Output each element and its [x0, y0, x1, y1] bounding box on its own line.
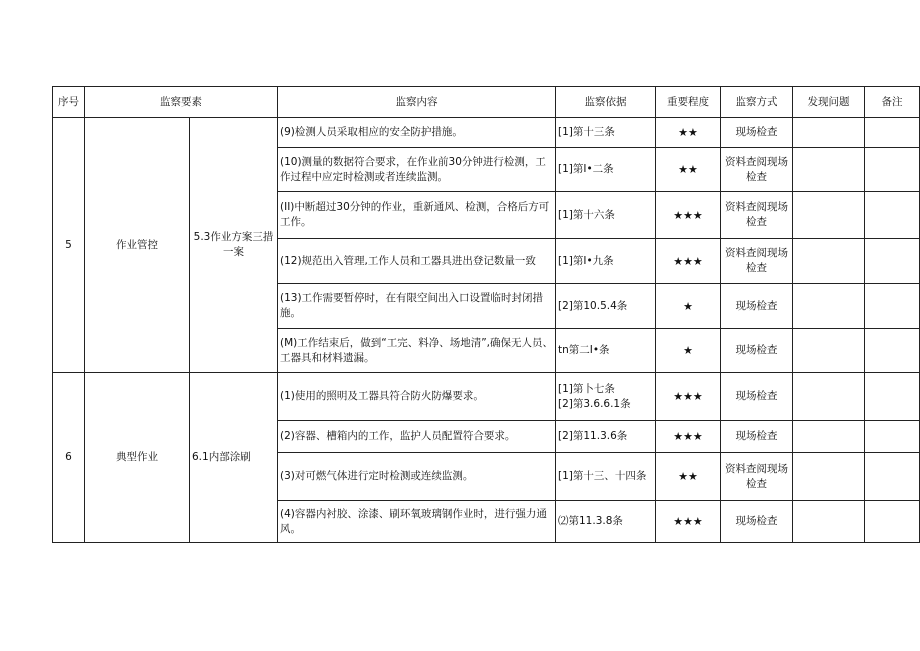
method-cell: 资料查阅现场检查 — [721, 148, 793, 192]
content-cell: (4)容器内衬胶、涂漆、刷环氧玻璃钢作业时，进行强力通风。 — [278, 501, 556, 543]
table-row — [53, 373, 920, 421]
header-basis: 监察依据 — [556, 87, 656, 118]
basis-cell: [1]第卜七条 [2]第3.6.6.1条 — [556, 373, 656, 421]
method-cell: 现场检查 — [721, 284, 793, 329]
remarks-cell — [865, 192, 920, 239]
content-cell: (3)对可燃气体进行定时检测或连续监测。 — [278, 453, 556, 501]
basis-cell: [2]第10.5.4条 — [556, 284, 656, 329]
header-remarks: 备注 — [865, 87, 920, 118]
basis-cell: [1]第I•九条 — [556, 239, 656, 284]
basis-cell: [1]第十三、十四条 — [556, 453, 656, 501]
importance-cell: ★★ — [656, 453, 721, 501]
header-content: 监察内容 — [278, 87, 556, 118]
findings-cell — [793, 453, 865, 501]
content-cell: (10)测量的数据符合要求，在作业前30分钟进行检测，工作过程中应定时检测或者连续监测。 — [278, 148, 556, 192]
method-cell: 资料查阅现场检查 — [721, 192, 793, 239]
basis-cell: [2]第11.3.6条 — [556, 421, 656, 453]
remarks-cell — [865, 118, 920, 148]
header-no: 序号 — [53, 87, 85, 118]
findings-cell — [793, 373, 865, 421]
method-cell: 现场检查 — [721, 501, 793, 543]
remarks-cell — [865, 239, 920, 284]
group-element: 典型作业 — [85, 373, 190, 543]
findings-cell — [793, 192, 865, 239]
header-method: 监察方式 — [721, 87, 793, 118]
importance-cell: ★ — [656, 284, 721, 329]
header-importance: 重要程度 — [656, 87, 721, 118]
method-cell: 现场检查 — [721, 118, 793, 148]
content-cell: (II)中断超过30分钟的作业，重新通风、检测，合格后方可工作。 — [278, 192, 556, 239]
findings-cell — [793, 239, 865, 284]
remarks-cell — [865, 373, 920, 421]
group-no: 5 — [53, 118, 85, 373]
content-cell: (9)检测人员采取相应的安全防护措施。 — [278, 118, 556, 148]
findings-cell — [793, 118, 865, 148]
table-row — [53, 118, 920, 148]
basis-cell: [1]第I•二条 — [556, 148, 656, 192]
remarks-cell — [865, 421, 920, 453]
header-findings: 发现问题 — [793, 87, 865, 118]
content-cell: (2)容器、槽箱内的工作，监护人员配置符合要求。 — [278, 421, 556, 453]
group-element: 作业管控 — [85, 118, 190, 373]
importance-cell: ★★★ — [656, 373, 721, 421]
basis-cell: [1]第十三条 — [556, 118, 656, 148]
findings-cell — [793, 501, 865, 543]
importance-cell: ★★ — [656, 118, 721, 148]
inspection-table — [52, 86, 920, 543]
importance-cell: ★★★ — [656, 239, 721, 284]
group-sub: 6.1内部涂刷 — [190, 373, 278, 543]
group-sub: 5.3作业方案三措一案 — [190, 118, 278, 373]
importance-cell: ★★ — [656, 148, 721, 192]
importance-cell: ★★★ — [656, 192, 721, 239]
remarks-cell — [865, 501, 920, 543]
content-cell: (13)工作需要暂停时，在有限空间出入口设置临时封闭措施。 — [278, 284, 556, 329]
method-cell: 现场检查 — [721, 373, 793, 421]
importance-cell: ★ — [656, 329, 721, 373]
basis-cell: tn第二I•条 — [556, 329, 656, 373]
importance-cell: ★★★ — [656, 501, 721, 543]
method-cell: 资料查阅现场检查 — [721, 239, 793, 284]
group-no: 6 — [53, 373, 85, 543]
findings-cell — [793, 148, 865, 192]
remarks-cell — [865, 453, 920, 501]
content-cell: (1)使用的照明及工器具符合防火防爆要求。 — [278, 373, 556, 421]
findings-cell — [793, 329, 865, 373]
importance-cell: ★★★ — [656, 421, 721, 453]
findings-cell — [793, 284, 865, 329]
method-cell: 现场检查 — [721, 421, 793, 453]
findings-cell — [793, 421, 865, 453]
content-cell: (12)规范出入管理,工作人员和工器具进出登记数量一致 — [278, 239, 556, 284]
content-cell: (M)工作结束后，做到“工完、料净、场地清”,确保无人员、工器具和材料遗漏。 — [278, 329, 556, 373]
basis-cell: ⑵第11.3.8条 — [556, 501, 656, 543]
remarks-cell — [865, 148, 920, 192]
remarks-cell — [865, 329, 920, 373]
method-cell: 资料查阅现场检查 — [721, 453, 793, 501]
method-cell: 现场检查 — [721, 329, 793, 373]
remarks-cell — [865, 284, 920, 329]
header-row — [53, 87, 920, 118]
basis-cell: [1]第十六条 — [556, 192, 656, 239]
header-element: 监察要素 — [85, 87, 278, 118]
